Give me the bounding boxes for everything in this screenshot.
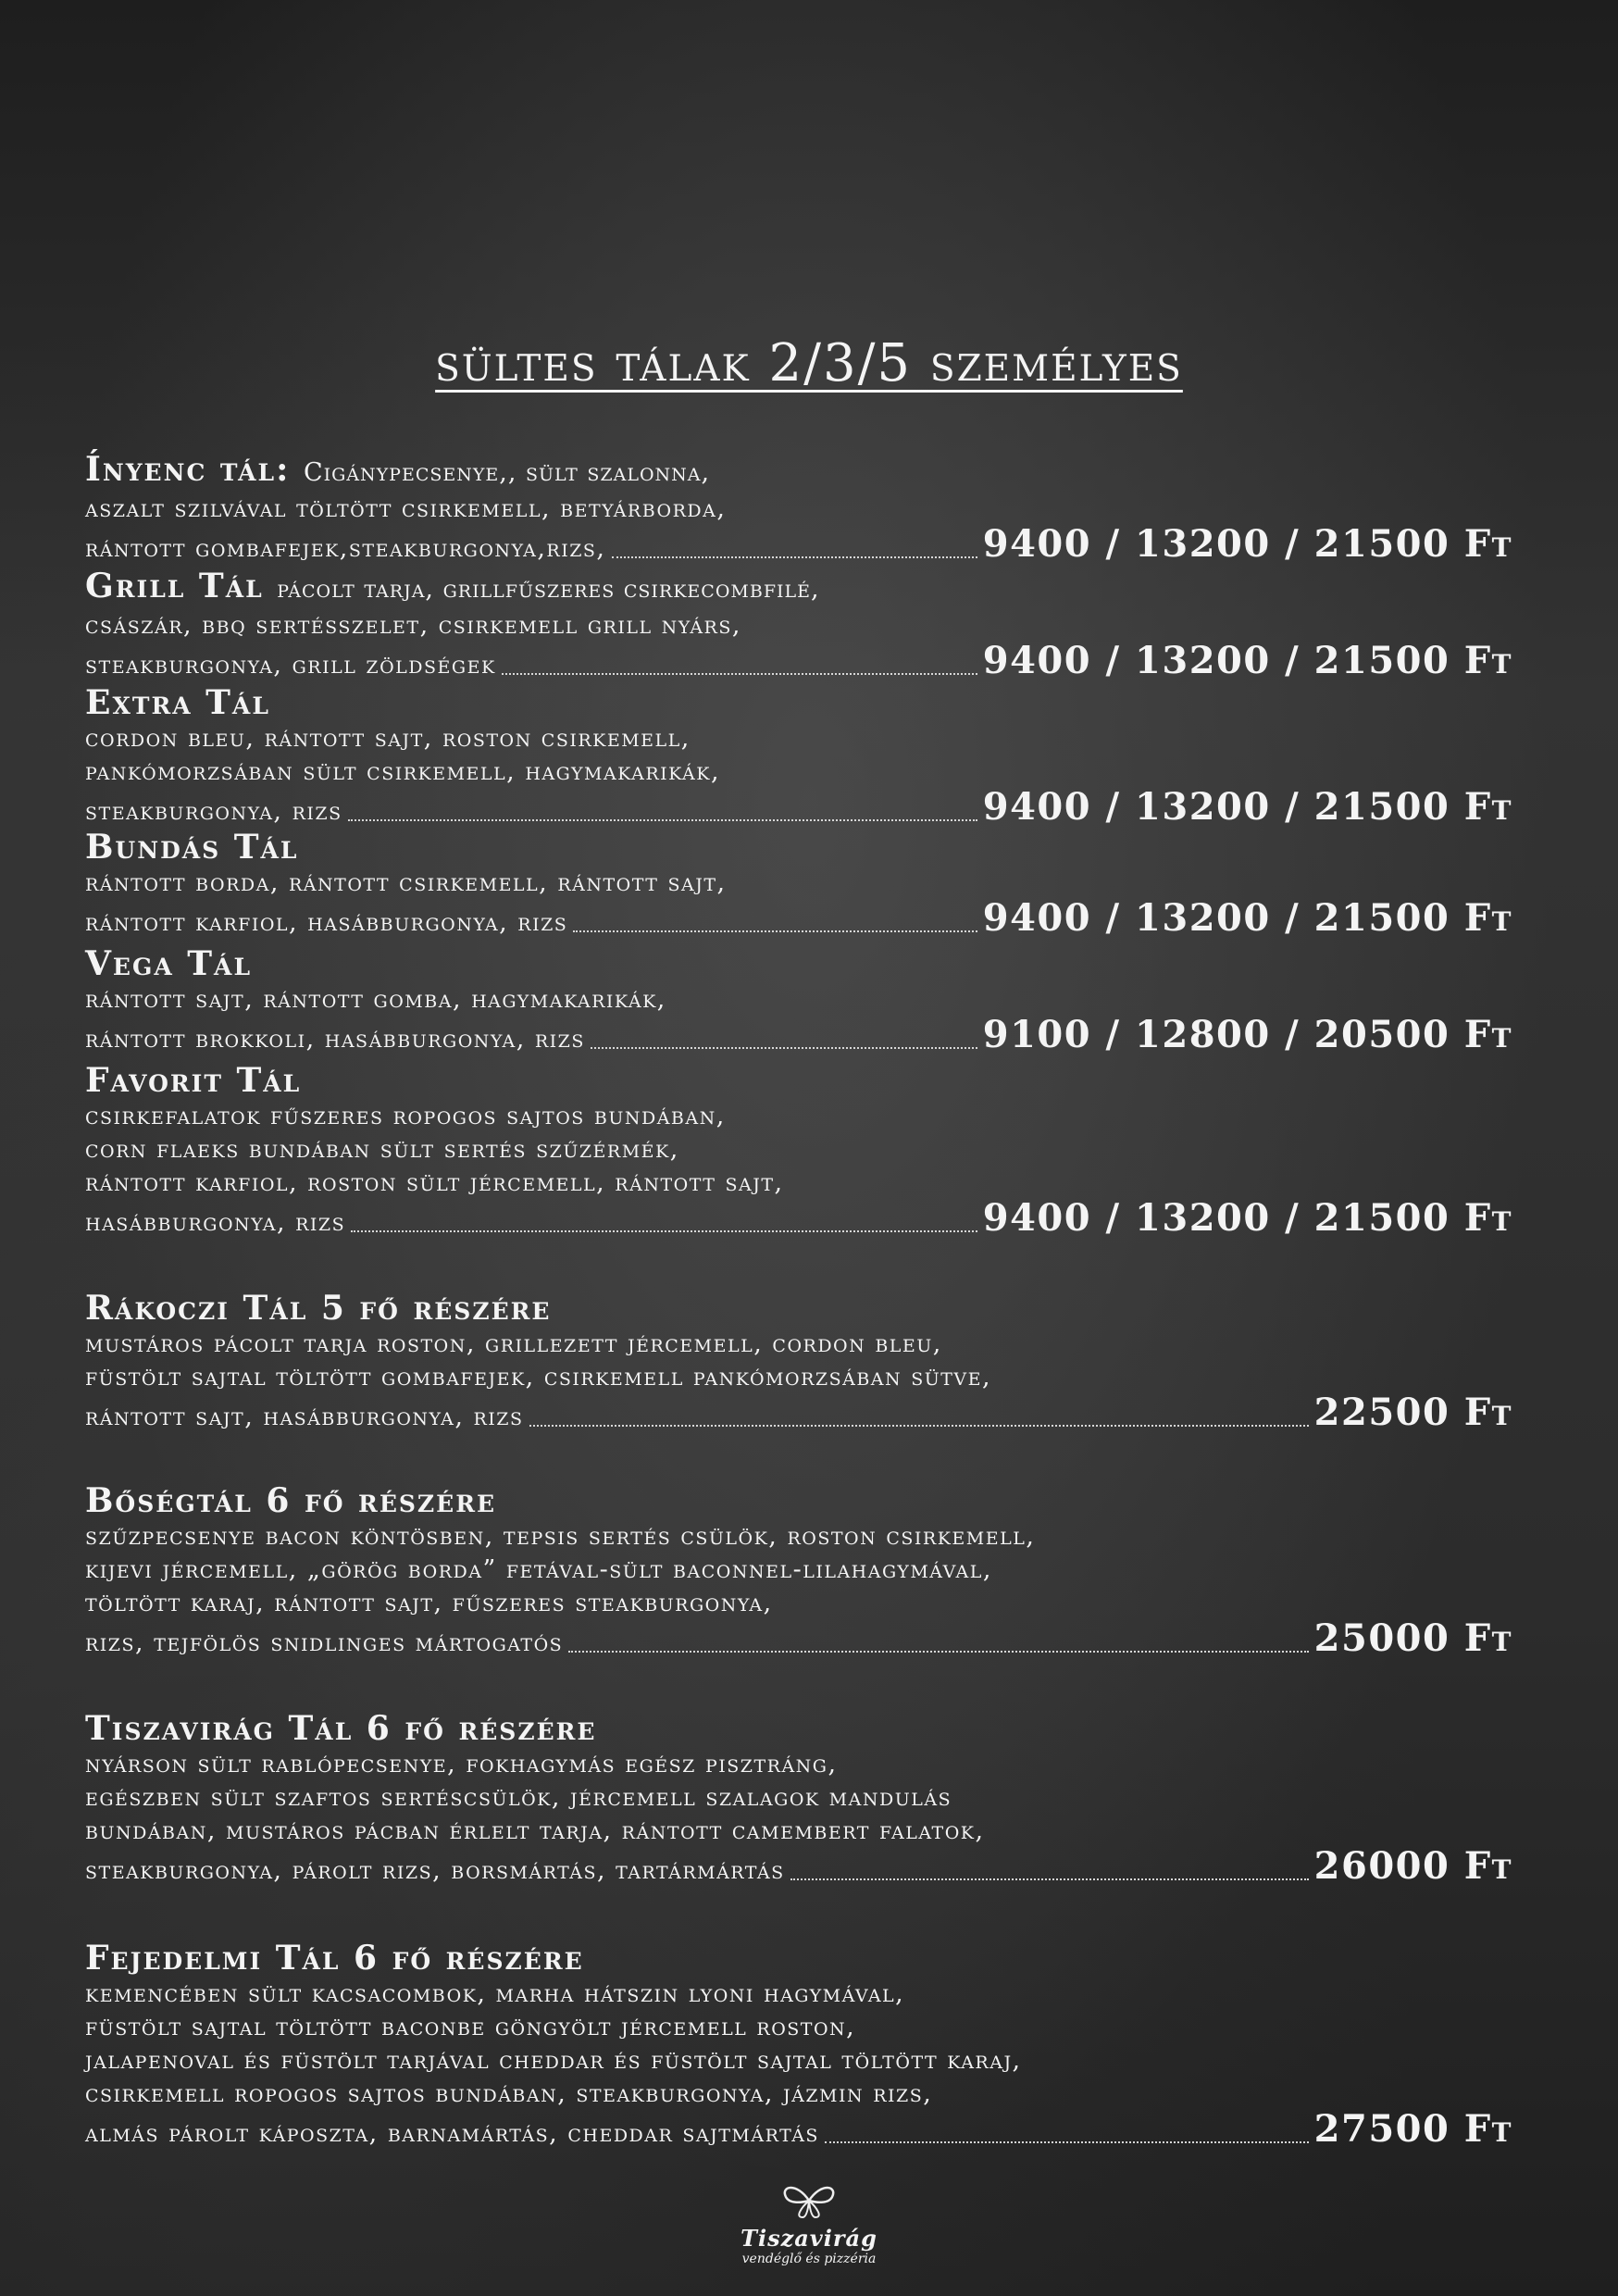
- item-description: töltött karaj, rántott sajt, fűszeres steakburgonya,: [85, 1589, 773, 1617]
- item-description: füstölt sajtal töltött baconbe göngyölt jércemell roston,: [85, 2013, 856, 2041]
- page-title: sültes tálak 2/3/5 személyes: [435, 333, 1183, 393]
- item-price: 9400 / 13200 / 21500 Ft: [982, 639, 1512, 682]
- dot-leader: [612, 556, 977, 558]
- item-price: 26000 Ft: [1313, 1844, 1512, 1888]
- item-title: Bundás Tál: [85, 828, 299, 867]
- item-title: Ínyenc tál:: [85, 450, 291, 489]
- dot-leader: [348, 819, 977, 821]
- item-title: Fejedelmi Tál 6 fő részére: [85, 1939, 584, 1978]
- dot-leader: [825, 2141, 1309, 2143]
- menu-item-vega: [85, 944, 1512, 1056]
- item-price: 9400 / 13200 / 21500 Ft: [982, 785, 1512, 829]
- item-description: kemencében sült kacsacombok, marha hátszin lyoni hagymával,: [85, 1979, 905, 2008]
- menu-item-fejedelmi: [85, 1939, 1512, 2151]
- item-description: mustáros pácolt tarja roston, grillezett jércemell, cordon bleu,: [85, 1329, 942, 1358]
- dot-leader: [351, 1230, 977, 1232]
- item-description: aszalt szilvával töltött csirkemell, betyárborda,: [85, 494, 727, 523]
- item-description: jalapenoval és füstölt tarjával cheddar és füstölt sajtal töltött karaj,: [85, 2046, 1022, 2075]
- logo-subtitle: vendéglő és pizzéria: [741, 2252, 877, 2266]
- price-row: [85, 785, 1512, 829]
- menu-item-extra: [85, 683, 1512, 829]
- item-description: steakburgonya, rizs: [85, 797, 342, 826]
- item-description: bundában, mustáros pácban érlelt tarja, rántott camembert falatok,: [85, 1816, 985, 1845]
- dot-leader: [502, 673, 977, 675]
- item-description: steakburgonya, grill zöldségek: [85, 651, 496, 680]
- item-description: rántott gombafejek,steakburgonya,rizs,: [85, 534, 606, 563]
- item-title: Bőségtál 6 fő részére: [85, 1481, 497, 1520]
- item-price: 25000 Ft: [1313, 1616, 1512, 1660]
- item-price: 9400 / 13200 / 21500 Ft: [982, 896, 1512, 940]
- item-description: rántott karfiol, roston sült jércemell, rántott sajt,: [85, 1168, 784, 1197]
- dot-leader: [529, 1425, 1309, 1427]
- item-description: Cigánypecsenye,, sült szalonna,: [303, 458, 711, 487]
- item-description: rántott karfiol, hasábburgonya, rizs: [85, 908, 568, 937]
- item-description: nyárson sült rablópecsenye, fokhagymás egész pisztráng,: [85, 1750, 838, 1778]
- item-description: pácolt tarja, grillfűszeres csirkecombfilé,: [277, 575, 820, 604]
- butterfly-icon: [777, 2180, 841, 2221]
- price-row: [85, 1391, 1512, 1434]
- dot-leader: [573, 930, 977, 932]
- item-description: almás párolt káposzta, barnamártás, cheddar sajtmártás: [85, 2119, 819, 2148]
- price-row: [85, 1616, 1512, 1660]
- item-price: 9100 / 12800 / 20500 Ft: [982, 1013, 1512, 1056]
- item-description: szűzpecsenye bacon köntösben, tepsis sertés csülök, roston csirkemell,: [85, 1522, 1036, 1551]
- menu-item-bundas: [85, 828, 1512, 940]
- price-row: [85, 1844, 1512, 1888]
- item-title: Tiszavirág Tál 6 fő részére: [85, 1709, 597, 1748]
- item-description: pankómorzsában sült csirkemell, hagymakarikák,: [85, 757, 721, 786]
- dot-leader: [568, 1651, 1308, 1653]
- dot-leader: [790, 1878, 1309, 1880]
- logo-name: Tiszavirág: [741, 2225, 877, 2252]
- item-description: corn flaeks bundában sült sertés szűzérmék,: [85, 1135, 679, 1164]
- item-price: 27500 Ft: [1313, 2107, 1512, 2151]
- item-description: rántott sajt, rántott gomba, hagymakarikák,: [85, 985, 666, 1014]
- item-description: rántott borda, rántott csirkemell, rántott sajt,: [85, 868, 727, 897]
- price-row: [85, 2107, 1512, 2151]
- menu-item-bosegtal: [85, 1481, 1512, 1660]
- item-description: kijevi jércemell, „görög borda” fetával-sült baconnel-lilahagymával,: [85, 1555, 992, 1584]
- item-description: császár, bbq sertésszelet, csirkemell grill nyárs,: [85, 611, 741, 640]
- item-title: Rákoczi Tál 5 fő részére: [85, 1289, 552, 1328]
- menu-item-tiszavirag: [85, 1709, 1512, 1888]
- item-description: füstölt sajtal töltött gombafejek, csirkemell pankómorzsában sütve,: [85, 1363, 992, 1391]
- menu-item-grill: [85, 567, 1512, 682]
- menu-item-rakoczi: [85, 1289, 1512, 1434]
- item-title: Extra Tál: [85, 683, 270, 722]
- item-title: Vega Tál: [85, 944, 253, 983]
- menu-item-favorit: [85, 1061, 1512, 1240]
- item-price: 9400 / 13200 / 21500 Ft: [982, 522, 1512, 566]
- item-description: csirkemell ropogos sajtos bundában, steakburgonya, jázmin rizs,: [85, 2079, 933, 2108]
- menu-item-inyenc: [85, 450, 1512, 566]
- restaurant-logo: [0, 2180, 1618, 2266]
- item-description: rántott brokkoli, hasábburgonya, rizs: [85, 1025, 585, 1054]
- item-title: Favorit Tál: [85, 1061, 302, 1100]
- item-description: cordon bleu, rántott sajt, roston csirkemell,: [85, 724, 691, 753]
- item-price: 22500 Ft: [1313, 1391, 1512, 1434]
- dot-leader: [591, 1047, 977, 1049]
- item-description: steakburgonya, párolt rizs, borsmártás, tartármártás: [85, 1856, 785, 1885]
- item-description: rizs, tejfölös snidlinges mártogatós: [85, 1628, 564, 1657]
- price-row: [85, 1196, 1512, 1240]
- item-description: egészben sült szaftos sertéscsülök, jércemell szalagok mandulás: [85, 1783, 952, 1812]
- price-row: [85, 522, 1512, 566]
- price-row: [85, 896, 1512, 940]
- price-row: [85, 1013, 1512, 1056]
- item-description: csirkefalatok fűszeres ropogos sajtos bundában,: [85, 1102, 726, 1130]
- item-description: hasábburgonya, rizs: [85, 1208, 346, 1237]
- item-price: 9400 / 13200 / 21500 Ft: [982, 1196, 1512, 1240]
- item-title: Grill Tál: [85, 567, 264, 605]
- price-row: [85, 639, 1512, 682]
- item-description: rántott sajt, hasábburgonya, rizs: [85, 1403, 524, 1431]
